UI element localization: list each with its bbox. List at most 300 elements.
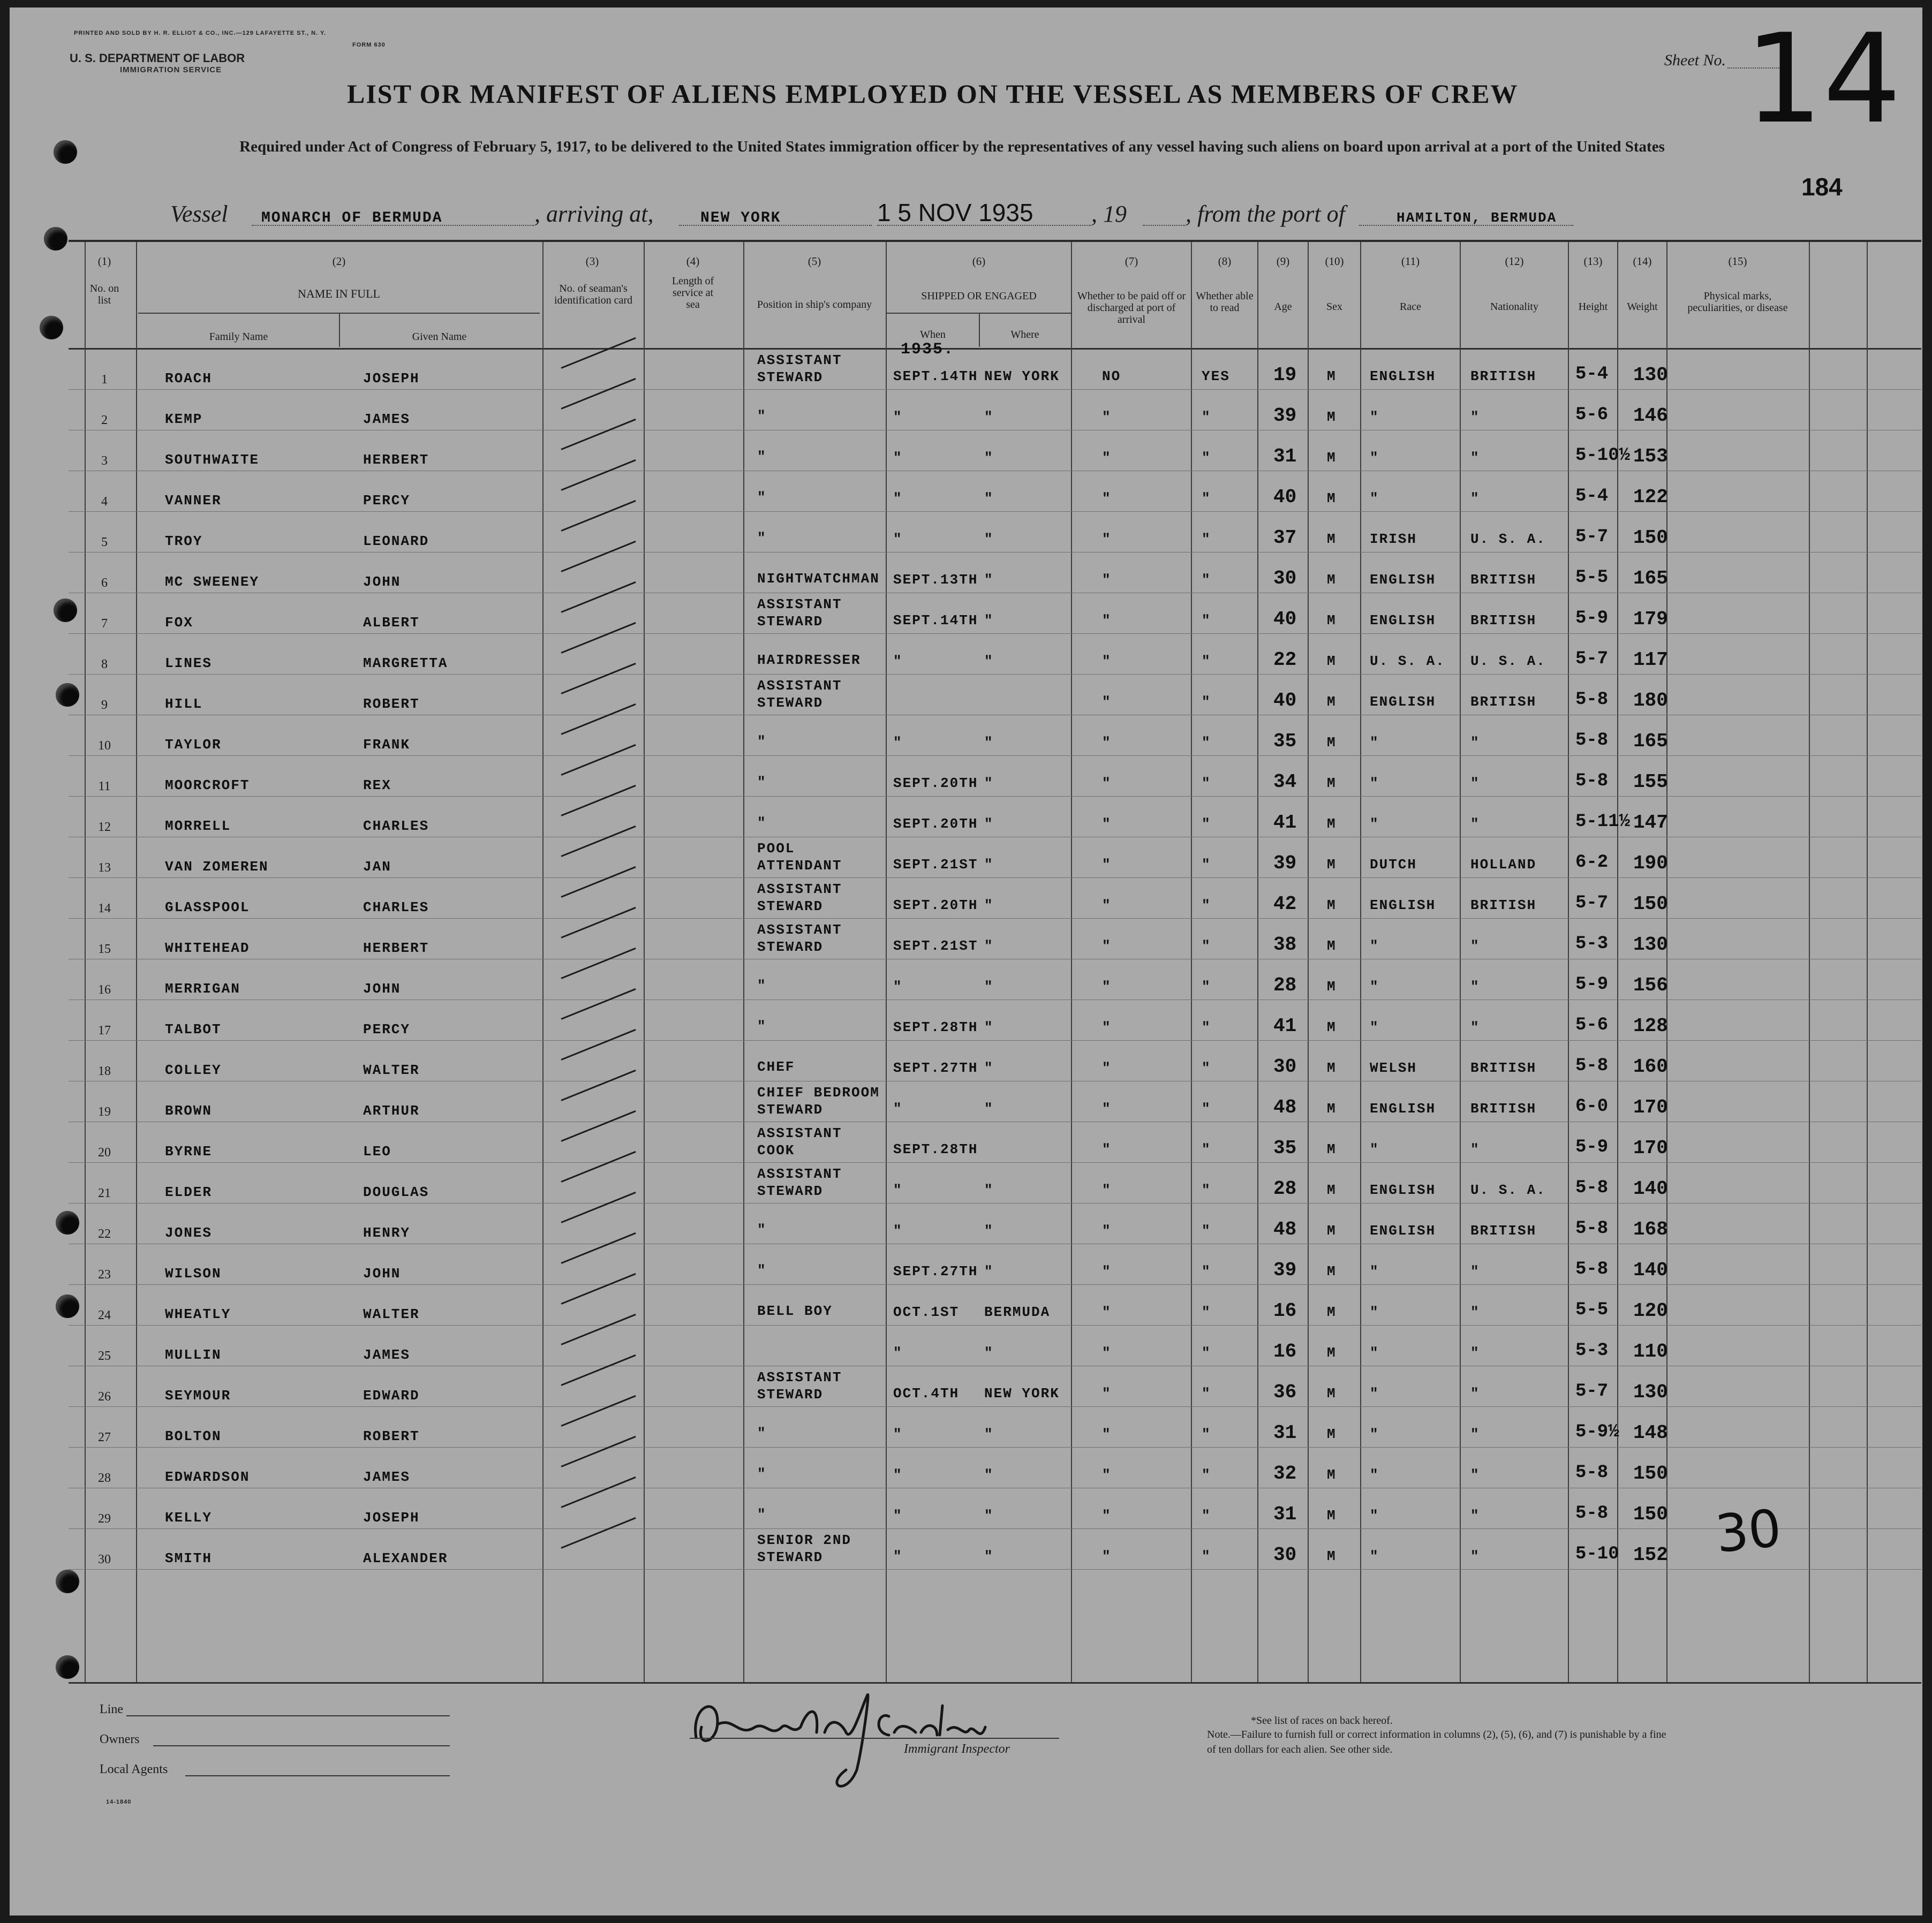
owners-underline bbox=[153, 1745, 450, 1746]
position-line1: ASSISTANT bbox=[757, 881, 842, 897]
age: 41 bbox=[1273, 1015, 1297, 1037]
height: 5-8 bbox=[1575, 1503, 1609, 1524]
paid-off: " bbox=[1102, 1426, 1112, 1442]
sex: M bbox=[1327, 857, 1337, 873]
nationality: " bbox=[1470, 938, 1480, 954]
table-row bbox=[10, 1448, 1922, 1488]
nationality: U. S. A. bbox=[1470, 653, 1546, 669]
signature-underline bbox=[690, 1738, 1059, 1739]
sex: M bbox=[1327, 572, 1337, 588]
paid-off: " bbox=[1102, 735, 1112, 751]
age: 40 bbox=[1273, 690, 1297, 711]
line-label: Line bbox=[100, 1702, 123, 1716]
col2-given: Given Name bbox=[412, 331, 467, 343]
position-line1: ASSISTANT bbox=[757, 678, 842, 694]
nationality: " bbox=[1470, 450, 1480, 466]
department-label: U. S. DEPARTMENT OF LABOR bbox=[70, 51, 245, 65]
race: " bbox=[1370, 1508, 1379, 1524]
able-to-read: " bbox=[1202, 1345, 1211, 1361]
table-row bbox=[10, 1366, 1922, 1407]
row-number: 19 bbox=[98, 1105, 111, 1119]
nationality: BRITISH bbox=[1470, 897, 1537, 913]
height: 5-7 bbox=[1575, 1381, 1609, 1402]
position: " bbox=[757, 1018, 767, 1034]
races-note: *See list of races on back hereof. bbox=[1251, 1715, 1393, 1727]
weight: 165 bbox=[1633, 730, 1668, 752]
able-to-read: " bbox=[1202, 694, 1211, 710]
given-name: JOSEPH bbox=[363, 1510, 420, 1526]
from-port: HAMILTON, BERMUDA bbox=[1397, 210, 1557, 226]
shipped-when: " bbox=[893, 1548, 903, 1564]
age: 42 bbox=[1273, 893, 1297, 915]
race: ENGLISH bbox=[1370, 572, 1436, 588]
age: 35 bbox=[1273, 730, 1297, 752]
position: " bbox=[757, 408, 767, 424]
weight: 190 bbox=[1633, 852, 1668, 874]
binder-hole bbox=[54, 140, 77, 164]
nationality: HOLLAND bbox=[1470, 857, 1537, 873]
sex: M bbox=[1327, 531, 1337, 547]
age: 19 bbox=[1273, 364, 1297, 386]
able-to-read: " bbox=[1202, 1304, 1211, 1320]
paid-off: " bbox=[1102, 775, 1112, 791]
given-name: JOHN bbox=[363, 1266, 401, 1282]
nationality: " bbox=[1470, 490, 1480, 506]
binder-hole bbox=[40, 316, 63, 339]
nationality: " bbox=[1470, 1019, 1480, 1035]
able-to-read: " bbox=[1202, 1467, 1211, 1483]
position-line2: STEWARD bbox=[757, 1102, 824, 1118]
family-name: KELLY bbox=[165, 1510, 213, 1526]
row-number: 6 bbox=[101, 576, 108, 590]
age: 22 bbox=[1273, 649, 1297, 671]
nationality: BRITISH bbox=[1470, 694, 1537, 710]
family-name: TAYLOR bbox=[165, 737, 222, 753]
able-to-read: " bbox=[1202, 1426, 1211, 1442]
position: " bbox=[757, 1506, 767, 1523]
col4-label: Length of service at sea bbox=[671, 275, 714, 311]
able-to-read: " bbox=[1202, 1548, 1211, 1564]
shipped-when: " bbox=[893, 490, 903, 506]
paid-off: " bbox=[1102, 1304, 1112, 1320]
table-row bbox=[10, 430, 1922, 471]
age: 31 bbox=[1273, 1503, 1297, 1525]
sex: M bbox=[1327, 979, 1337, 995]
age: 30 bbox=[1273, 567, 1297, 589]
col12-num: (12) bbox=[1505, 255, 1524, 268]
paid-off: " bbox=[1102, 857, 1112, 873]
weight: 170 bbox=[1633, 1096, 1668, 1118]
height: 5-10½ bbox=[1575, 445, 1631, 466]
age: 39 bbox=[1273, 852, 1297, 874]
form-code: 14-1840 bbox=[106, 1799, 132, 1805]
shipped-when: " bbox=[893, 450, 903, 466]
shipped-when: " bbox=[893, 1345, 903, 1361]
weight: 140 bbox=[1633, 1178, 1668, 1200]
sex: M bbox=[1327, 1548, 1337, 1564]
able-to-read: " bbox=[1202, 816, 1211, 832]
table-row bbox=[10, 634, 1922, 675]
paid-off: " bbox=[1102, 1263, 1112, 1280]
race: " bbox=[1370, 979, 1379, 995]
position-line2: STEWARD bbox=[757, 614, 824, 630]
age: 48 bbox=[1273, 1218, 1297, 1240]
given-name: LEONARD bbox=[363, 533, 429, 549]
position-line2: COOK bbox=[757, 1142, 795, 1159]
shipped-when: SEPT.27TH bbox=[893, 1263, 978, 1280]
race: ENGLISH bbox=[1370, 368, 1436, 384]
shipped-where: " bbox=[984, 612, 994, 629]
able-to-read: " bbox=[1202, 1263, 1211, 1280]
manifest-sheet bbox=[10, 7, 1922, 1916]
weight: 110 bbox=[1633, 1341, 1668, 1362]
row-number: 17 bbox=[98, 1024, 111, 1038]
shipped-where: " bbox=[984, 816, 994, 832]
height: 5-7 bbox=[1575, 893, 1609, 913]
weight: 179 bbox=[1633, 608, 1668, 630]
col7-label: Whether to be paid off or discharged at port of arrival bbox=[1077, 290, 1186, 325]
row-number: 3 bbox=[101, 454, 108, 468]
race: " bbox=[1370, 1304, 1379, 1320]
family-name: VANNER bbox=[165, 493, 222, 509]
sex: M bbox=[1327, 1304, 1337, 1320]
given-name: JAMES bbox=[363, 411, 411, 427]
family-name: MULLIN bbox=[165, 1347, 222, 1363]
paid-off: " bbox=[1102, 1141, 1112, 1157]
race: " bbox=[1370, 1386, 1379, 1402]
shipped-where: " bbox=[984, 1182, 994, 1198]
given-name: ROBERT bbox=[363, 696, 420, 712]
nationality: " bbox=[1470, 775, 1480, 791]
sex: M bbox=[1327, 938, 1337, 954]
shipped-when: " bbox=[893, 1101, 903, 1117]
height: 6-2 bbox=[1575, 852, 1609, 873]
row-number: 5 bbox=[101, 535, 108, 549]
col13-label: Height bbox=[1578, 301, 1608, 313]
table-row bbox=[10, 675, 1922, 715]
race: " bbox=[1370, 1426, 1379, 1442]
table-row bbox=[10, 471, 1922, 512]
col8-num: (8) bbox=[1218, 255, 1232, 268]
height: 5-9½ bbox=[1575, 1422, 1619, 1442]
able-to-read: " bbox=[1202, 653, 1211, 669]
paid-off: " bbox=[1102, 897, 1112, 913]
able-to-read: " bbox=[1202, 938, 1211, 954]
row-number: 12 bbox=[98, 820, 111, 834]
age: 16 bbox=[1273, 1300, 1297, 1322]
given-name: CHARLES bbox=[363, 818, 429, 834]
height: 5-3 bbox=[1575, 934, 1609, 954]
nationality: " bbox=[1470, 735, 1480, 751]
row-number: 16 bbox=[98, 983, 111, 997]
shipped-where: " bbox=[984, 1101, 994, 1117]
paid-off: " bbox=[1102, 1508, 1112, 1524]
sex: M bbox=[1327, 409, 1337, 425]
family-name: WHEATLY bbox=[165, 1306, 231, 1322]
weight: 130 bbox=[1633, 364, 1668, 386]
age: 38 bbox=[1273, 934, 1297, 956]
binder-hole bbox=[56, 1570, 79, 1593]
weight: 130 bbox=[1633, 934, 1668, 956]
table-row bbox=[10, 390, 1922, 430]
row-number: 27 bbox=[98, 1430, 111, 1444]
nationality: " bbox=[1470, 1426, 1480, 1442]
shipped-when: SEPT.28TH bbox=[893, 1019, 978, 1035]
able-to-read: " bbox=[1202, 450, 1211, 466]
position-line1: POOL bbox=[757, 841, 795, 857]
race: " bbox=[1370, 1263, 1379, 1280]
position-line1: ASSISTANT bbox=[757, 352, 842, 368]
table-row bbox=[10, 552, 1922, 593]
height: 5-6 bbox=[1575, 405, 1609, 425]
binder-hole bbox=[56, 1211, 79, 1235]
row-number: 22 bbox=[98, 1227, 111, 1241]
race: IRISH bbox=[1370, 531, 1417, 547]
paid-off: " bbox=[1102, 1223, 1112, 1239]
position-line2: STEWARD bbox=[757, 1183, 824, 1199]
row-number: 1 bbox=[101, 373, 108, 387]
nationality: BRITISH bbox=[1470, 572, 1537, 588]
position: " bbox=[757, 530, 767, 546]
row-rule bbox=[69, 1569, 1921, 1570]
height: 5-4 bbox=[1575, 364, 1609, 384]
binder-hole bbox=[56, 1294, 79, 1318]
row-number: 20 bbox=[98, 1146, 111, 1160]
col14-num: (14) bbox=[1633, 255, 1652, 268]
nationality: " bbox=[1470, 1304, 1480, 1320]
table-row bbox=[10, 878, 1922, 919]
shipped-where: " bbox=[984, 653, 994, 669]
height: 5-8 bbox=[1575, 730, 1609, 751]
row-number: 11 bbox=[98, 779, 111, 793]
position: " bbox=[757, 733, 767, 749]
height: 5-9 bbox=[1575, 974, 1609, 995]
row-number: 24 bbox=[98, 1308, 111, 1322]
height: 5-8 bbox=[1575, 690, 1609, 710]
sex: M bbox=[1327, 368, 1337, 384]
table-row bbox=[10, 1529, 1922, 1570]
race: ENGLISH bbox=[1370, 1101, 1436, 1117]
age: 48 bbox=[1273, 1096, 1297, 1118]
position-line2: STEWARD bbox=[757, 369, 824, 385]
weight: 160 bbox=[1633, 1056, 1668, 1078]
sex: M bbox=[1327, 1060, 1337, 1076]
height: 5-10 bbox=[1575, 1544, 1619, 1564]
family-name: BROWN bbox=[165, 1103, 213, 1119]
family-name: ELDER bbox=[165, 1184, 213, 1200]
weight: 155 bbox=[1633, 771, 1668, 793]
given-name: HERBERT bbox=[363, 452, 429, 468]
shipped-when: " bbox=[893, 653, 903, 669]
sex: M bbox=[1327, 1223, 1337, 1239]
table-row bbox=[10, 1285, 1922, 1326]
position: " bbox=[757, 774, 767, 790]
paid-off: " bbox=[1102, 409, 1112, 425]
given-name: PERCY bbox=[363, 493, 411, 509]
able-to-read: " bbox=[1202, 1182, 1211, 1198]
given-name: JAN bbox=[363, 859, 391, 875]
form-number: FORM 630 bbox=[352, 42, 386, 48]
table-row bbox=[10, 837, 1922, 878]
binder-hole bbox=[56, 1655, 79, 1679]
age: 34 bbox=[1273, 771, 1297, 793]
sex: M bbox=[1327, 1101, 1337, 1117]
shipped-when: SEPT.14TH bbox=[893, 612, 978, 629]
shipped-where: " bbox=[984, 897, 994, 913]
position-line1: CHIEF BEDROOM bbox=[757, 1085, 880, 1101]
shipped-when: " bbox=[893, 979, 903, 995]
table-row bbox=[10, 512, 1922, 552]
total-note: 30 bbox=[1712, 1497, 1784, 1565]
shipped-when: " bbox=[893, 1467, 903, 1483]
shipped-when: " bbox=[893, 531, 903, 547]
sex: M bbox=[1327, 450, 1337, 466]
able-to-read: " bbox=[1202, 612, 1211, 629]
able-to-read: " bbox=[1202, 531, 1211, 547]
position: " bbox=[757, 489, 767, 505]
nationality: " bbox=[1470, 1548, 1480, 1564]
paid-off: " bbox=[1102, 1345, 1112, 1361]
weight: 146 bbox=[1633, 405, 1668, 427]
height: 5-5 bbox=[1575, 1300, 1609, 1320]
position-line1: ASSISTANT bbox=[757, 596, 842, 612]
height: 5-9 bbox=[1575, 608, 1609, 629]
paid-off: " bbox=[1102, 694, 1112, 710]
race: " bbox=[1370, 735, 1379, 751]
able-to-read: " bbox=[1202, 1101, 1211, 1117]
shipped-where: " bbox=[984, 1263, 994, 1280]
height: 5-8 bbox=[1575, 1056, 1609, 1076]
shipped-when: SEPT.20TH bbox=[893, 897, 978, 913]
position-line2: STEWARD bbox=[757, 1549, 824, 1565]
family-name: TROY bbox=[165, 533, 203, 549]
nationality: " bbox=[1470, 1508, 1480, 1524]
col6-when: When bbox=[920, 329, 946, 340]
table-row bbox=[10, 1488, 1922, 1529]
height: 5-5 bbox=[1575, 567, 1609, 588]
height: 5-7 bbox=[1575, 649, 1609, 669]
race: " bbox=[1370, 938, 1379, 954]
shipped-where: " bbox=[984, 531, 994, 547]
position: NIGHTWATCHMAN bbox=[757, 571, 880, 587]
weight: 150 bbox=[1633, 1503, 1668, 1525]
agents-underline bbox=[185, 1775, 450, 1776]
given-name: FRANK bbox=[363, 737, 411, 753]
table-row bbox=[10, 593, 1922, 634]
row-number: 9 bbox=[101, 698, 108, 712]
col4-num: (4) bbox=[686, 255, 700, 268]
col1-label: No. on list bbox=[89, 283, 119, 306]
sex: M bbox=[1327, 653, 1337, 669]
paid-off: " bbox=[1102, 490, 1112, 506]
given-name: CHARLES bbox=[363, 899, 429, 915]
shipped-where: " bbox=[984, 1019, 994, 1035]
shipped-where: " bbox=[984, 1060, 994, 1076]
shipped-when: OCT.1ST bbox=[893, 1304, 960, 1320]
weight: 147 bbox=[1633, 812, 1668, 834]
shipped-when: " bbox=[893, 1508, 903, 1524]
race: " bbox=[1370, 450, 1379, 466]
given-name: JOSEPH bbox=[363, 370, 420, 387]
able-to-read: " bbox=[1202, 1223, 1211, 1239]
given-name: ROBERT bbox=[363, 1428, 420, 1444]
row-number: 21 bbox=[98, 1186, 111, 1200]
arriving-port: NEW YORK bbox=[700, 210, 781, 226]
paid-off: " bbox=[1102, 1019, 1112, 1035]
position-line2: ATTENDANT bbox=[757, 858, 842, 874]
given-name: REX bbox=[363, 777, 391, 793]
height: 6-0 bbox=[1575, 1096, 1609, 1117]
paid-off: " bbox=[1102, 1467, 1112, 1483]
col13-num: (13) bbox=[1583, 255, 1603, 268]
shipped-where: " bbox=[984, 857, 994, 873]
position: " bbox=[757, 815, 767, 831]
col11-label: Race bbox=[1400, 301, 1421, 313]
shipped-where: " bbox=[984, 572, 994, 588]
table-row bbox=[10, 756, 1922, 797]
position-line1: ASSISTANT bbox=[757, 1369, 842, 1386]
vessel-name: MONARCH OF BERMUDA bbox=[261, 210, 443, 226]
agents-label: Local Agents bbox=[100, 1762, 168, 1776]
sex: M bbox=[1327, 816, 1337, 832]
col3-label: No. of seaman's identification card bbox=[554, 283, 633, 306]
race: " bbox=[1370, 816, 1379, 832]
table-row bbox=[10, 1000, 1922, 1041]
binder-hole bbox=[54, 599, 77, 622]
race: ENGLISH bbox=[1370, 1223, 1436, 1239]
height: 5-11½ bbox=[1575, 812, 1631, 832]
weight: 180 bbox=[1633, 690, 1668, 711]
col9-num: (9) bbox=[1276, 255, 1290, 268]
sheet-number: 14 bbox=[1745, 8, 1901, 151]
row-number: 14 bbox=[98, 902, 111, 915]
sex: M bbox=[1327, 694, 1337, 710]
shipped-when: " bbox=[893, 1426, 903, 1442]
able-to-read: " bbox=[1202, 572, 1211, 588]
height: 5-3 bbox=[1575, 1341, 1609, 1361]
col11-num: (11) bbox=[1401, 255, 1420, 268]
race: ENGLISH bbox=[1370, 897, 1436, 913]
table-row bbox=[10, 959, 1922, 1000]
weight: 130 bbox=[1633, 1381, 1668, 1403]
height: 5-7 bbox=[1575, 527, 1609, 547]
paid-off: " bbox=[1102, 531, 1112, 547]
row-number: 25 bbox=[98, 1349, 111, 1363]
nationality: " bbox=[1470, 1263, 1480, 1280]
sex: M bbox=[1327, 1345, 1337, 1361]
height: 5-4 bbox=[1575, 486, 1609, 506]
age: 40 bbox=[1273, 486, 1297, 508]
paid-off: " bbox=[1102, 1548, 1112, 1564]
paid-off: " bbox=[1102, 1386, 1112, 1402]
position-line2: STEWARD bbox=[757, 939, 824, 955]
table-row bbox=[10, 1163, 1922, 1203]
race: " bbox=[1370, 490, 1379, 506]
paid-off: NO bbox=[1102, 368, 1121, 384]
age: 31 bbox=[1273, 1422, 1297, 1444]
nationality: BRITISH bbox=[1470, 1101, 1537, 1117]
from-label: , from the port of bbox=[1186, 201, 1345, 227]
shipped-where: " bbox=[984, 938, 994, 954]
shipped-when: SEPT.21ST bbox=[893, 857, 978, 873]
sex: M bbox=[1327, 1386, 1337, 1402]
table-row bbox=[10, 1407, 1922, 1448]
col7-num: (7) bbox=[1125, 255, 1138, 268]
age: 28 bbox=[1273, 1178, 1297, 1200]
given-name: LEO bbox=[363, 1144, 391, 1160]
page-subtitle: Required under Act of Congress of February 5, 1917, to be delivered to the United States immigration officer by the representatives of any vessel having such aliens on board upon arrival at a port of the United States bbox=[239, 138, 1665, 155]
age: 30 bbox=[1273, 1544, 1297, 1566]
